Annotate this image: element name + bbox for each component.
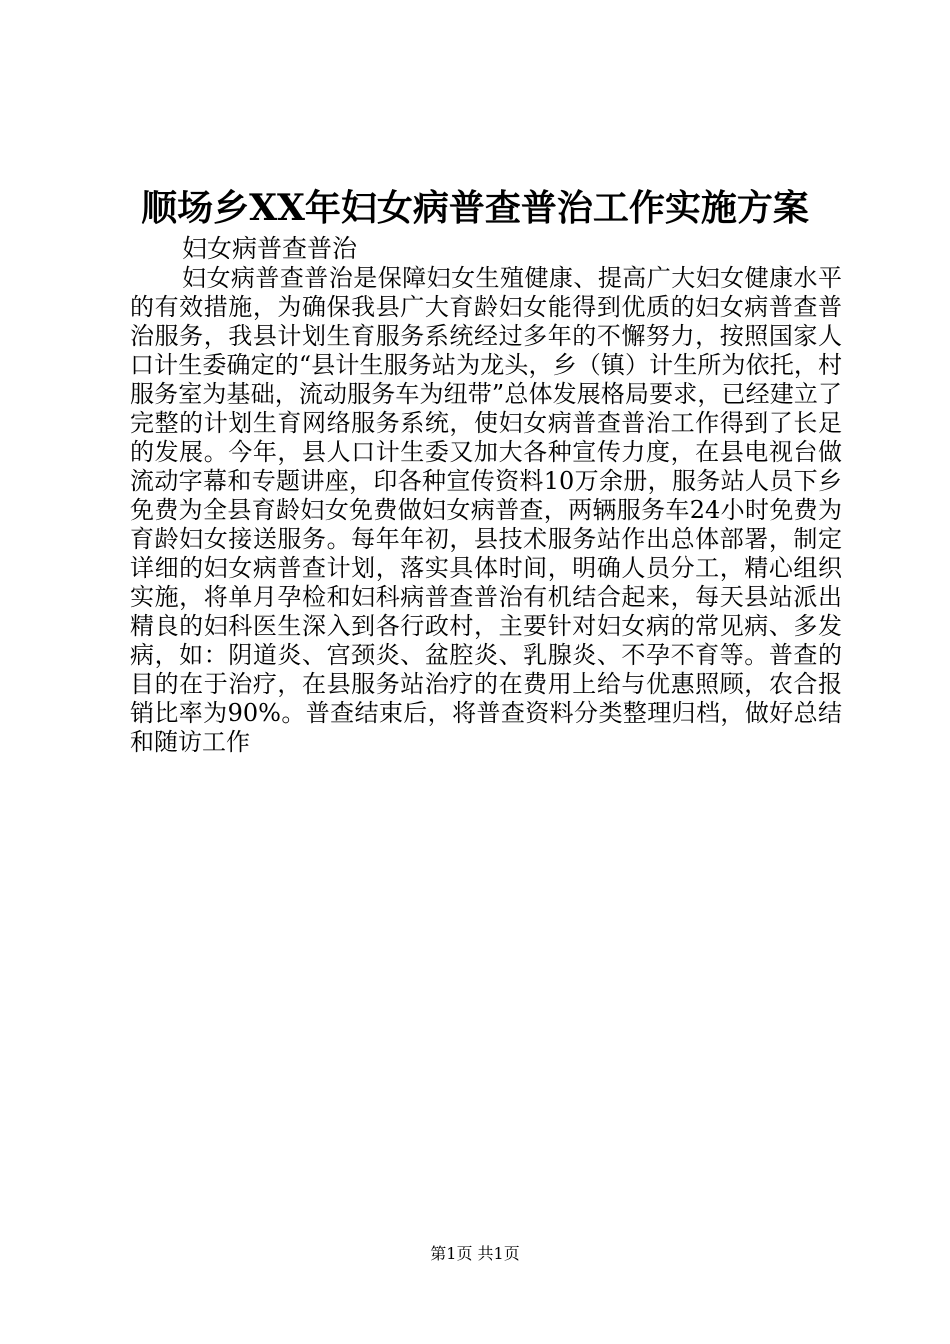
document-body-paragraph: 妇女病普查普治是保障妇女生殖健康、提高广大妇女健康水平的有效措施，为确保我县广大育龄妇女能得到优质的妇女病普查普治服务，我县计划生育服务系统经过多年的不懈努力，按照国家人口计生委确定的“县计生服务站为龙头，乡（镇）计生所为依托，村服务室为基础，流动服务车为纽带”总体发展格局要求，已经建立了完整的计划生育网络服务系统，使妇女病普查普治工作得到了长足的发展。今年，县人口计生委又加大各种宣传力度，在县电视台做流动字幕和专题讲座，印各种宣传资料10万余册，服务站人员下乡免费为全县育龄妇女免费做妇女病普查，两辆服务车24小时免费为育龄妇女接送服务。每年年初，县技术服务站作出总体部署，制定详细的妇女病普查计划，落实具体时间，明确人员分工，精心组织实施，将单月孕检和妇科病普查普治有机结合起来，每天县站派出精良的妇科医生深入到各行政村，主要针对妇女病的常见病、多发病，如：阴道炎、宫颈炎、盆腔炎、乳腺炎、不孕不育等。普查的目的在于治疗，在县服务站治疗的在费用上给与优惠照顾，农合报销比率为90%。普查结束后，将普查资料分类整理归档，做好总结和随访工作 [130, 264, 842, 756]
document-title: 顺场乡XX年妇女病普查普治工作实施方案 [141, 187, 809, 229]
document-subtitle: 妇女病普查普治 [182, 234, 358, 263]
page-footer: 第1页 共1页 [430, 1244, 520, 1263]
